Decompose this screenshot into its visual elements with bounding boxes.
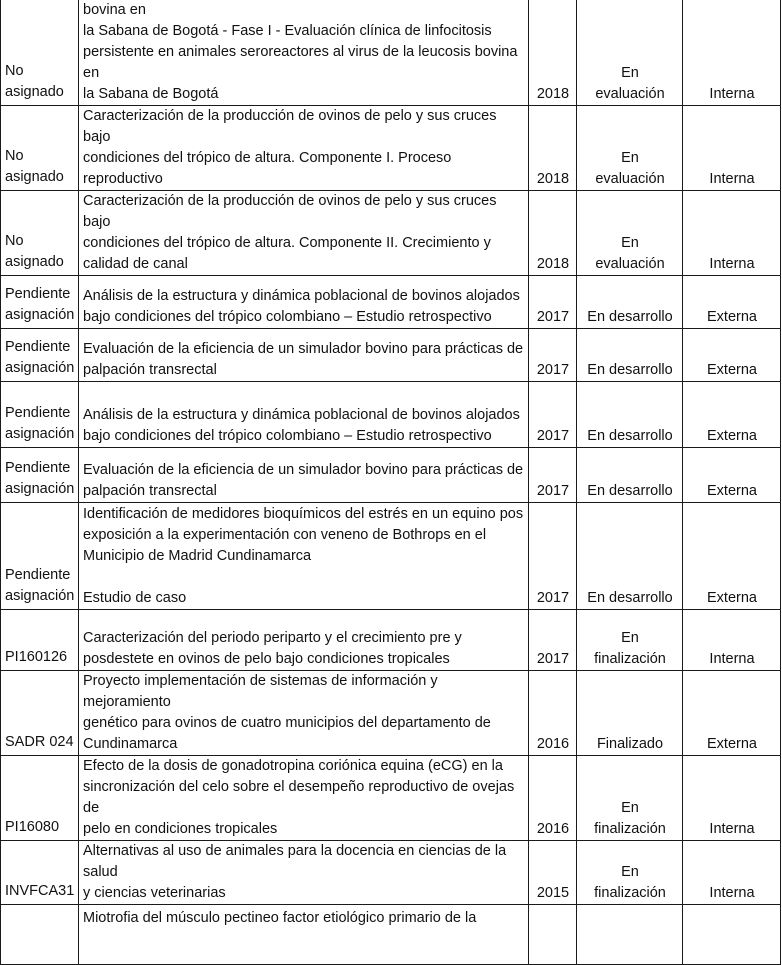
- table-row: [1, 106, 781, 191]
- project-year-cell: 2017: [529, 448, 577, 503]
- table-row: [1, 503, 781, 610]
- project-code-cell: PI160126: [1, 610, 79, 671]
- project-status-cell: En finalización: [577, 841, 683, 905]
- table-row: [1, 671, 781, 756]
- project-status-cell: En desarrollo: [577, 382, 683, 448]
- project-code-cell: Pendiente asignación: [1, 329, 79, 382]
- project-year-cell: 2017: [529, 329, 577, 382]
- project-code-cell: Pendiente asignación: [1, 276, 79, 329]
- project-code-cell: PI16080: [1, 756, 79, 841]
- project-title-cell: Alternativas al uso de animales para la docencia en ciencias de la salud y ciencias veterinarias: [79, 841, 529, 905]
- project-status-cell: En evaluación: [577, 191, 683, 276]
- project-type-cell: Interna: [683, 106, 781, 191]
- project-type-cell: Interna: [683, 191, 781, 276]
- project-status-cell: En evaluación: [577, 106, 683, 191]
- project-status-cell: En desarrollo: [577, 329, 683, 382]
- project-year-cell: 2018: [529, 106, 577, 191]
- table-row: [1, 276, 781, 329]
- project-title-cell: Caracterización de la producción de ovinos de pelo y sus cruces bajo condiciones del trópico de altura. Componente II. Crecimiento y calidad de canal: [79, 191, 529, 276]
- project-year-cell: 2016: [529, 756, 577, 841]
- table-row: [1, 448, 781, 503]
- project-title-cell: Evaluación de la eficiencia de un simulador bovino para prácticas de palpación transrectal: [79, 329, 529, 382]
- project-code-cell: No asignado: [1, 106, 79, 191]
- project-year-cell: 2017: [529, 382, 577, 448]
- project-code-cell: No asignado: [1, 0, 79, 106]
- project-title-cell: Análisis de la estructura y dinámica poblacional de bovinos alojados bajo condiciones del trópico colombiano – Estudio retrospectivo: [79, 382, 529, 448]
- project-code-cell: [1, 905, 79, 965]
- project-title-cell: Caracterización del periodo periparto y el crecimiento pre y posdestete en ovinos de pelo bajo condiciones tropicales: [79, 610, 529, 671]
- project-year-cell: 2015: [529, 841, 577, 905]
- project-code-cell: Pendiente asignación: [1, 448, 79, 503]
- project-status-cell: En desarrollo: [577, 276, 683, 329]
- project-year-cell: 2017: [529, 503, 577, 610]
- table-row: [1, 0, 781, 106]
- table-row: [1, 329, 781, 382]
- project-status-cell: Finalizado: [577, 671, 683, 756]
- project-type-cell: Externa: [683, 671, 781, 756]
- project-status-cell: En desarrollo: [577, 503, 683, 610]
- table-row: [1, 610, 781, 671]
- project-year-cell: 2017: [529, 276, 577, 329]
- project-code-cell: INVFCA31: [1, 841, 79, 905]
- table-row: [1, 905, 781, 965]
- project-type-cell: Interna: [683, 610, 781, 671]
- project-title-cell: Caracterización de la producción de ovinos de pelo y sus cruces bajo condiciones del trópico de altura. Componente I. Proceso reproductivo: [79, 106, 529, 191]
- project-type-cell: Externa: [683, 448, 781, 503]
- table-row: [1, 756, 781, 841]
- project-title-cell: Proyecto implementación de sistemas de información y mejoramiento genético para ovinos de cuatro municipios del departamento de Cundinamarca: [79, 671, 529, 756]
- project-type-cell: Interna: [683, 0, 781, 106]
- project-title-cell: bovina en la Sabana de Bogotá - Fase I - Evaluación clínica de linfocitosis persistente en animales seroreactores al virus de la leucosis bovina en la Sabana de Bogotá: [79, 0, 529, 106]
- project-status-cell: En finalización: [577, 610, 683, 671]
- project-title-cell: Análisis de la estructura y dinámica poblacional de bovinos alojados bajo condiciones del trópico colombiano – Estudio retrospectivo: [79, 276, 529, 329]
- project-type-cell: Externa: [683, 382, 781, 448]
- project-status-cell: En desarrollo: [577, 448, 683, 503]
- project-year-cell: 2016: [529, 671, 577, 756]
- project-year-cell: 2018: [529, 191, 577, 276]
- project-title-cell: Identificación de medidores bioquímicos del estrés en un equino pos exposición a la experimentación con veneno de Bothrops en el Municipio de Madrid Cundinamarca Estudio de caso: [79, 503, 529, 610]
- project-type-cell: Interna: [683, 756, 781, 841]
- project-type-cell: Interna: [683, 841, 781, 905]
- project-code-cell: SADR 024: [1, 671, 79, 756]
- project-status-cell: [577, 905, 683, 965]
- project-type-cell: [683, 905, 781, 965]
- project-type-cell: Externa: [683, 329, 781, 382]
- table-row: [1, 382, 781, 448]
- table-row: [1, 841, 781, 905]
- table-row: [1, 191, 781, 276]
- project-status-cell: En finalización: [577, 756, 683, 841]
- project-year-cell: [529, 905, 577, 965]
- project-title-cell: Efecto de la dosis de gonadotropina coriónica equina (eCG) en la sincronización del celo sobre el desempeño reproductivo de ovejas de pelo en condiciones tropicales: [79, 756, 529, 841]
- project-code-cell: No asignado: [1, 191, 79, 276]
- project-type-cell: Externa: [683, 276, 781, 329]
- project-year-cell: 2017: [529, 610, 577, 671]
- project-status-cell: En evaluación: [577, 0, 683, 106]
- project-year-cell: 2018: [529, 0, 577, 106]
- project-code-cell: Pendiente asignación: [1, 503, 79, 610]
- project-code-cell: Pendiente asignación: [1, 382, 79, 448]
- project-title-cell: Evaluación de la eficiencia de un simulador bovino para prácticas de palpación transrectal: [79, 448, 529, 503]
- project-type-cell: Externa: [683, 503, 781, 610]
- project-title-cell: Miotrofia del músculo pectineo factor etiológico primario de la: [79, 905, 529, 965]
